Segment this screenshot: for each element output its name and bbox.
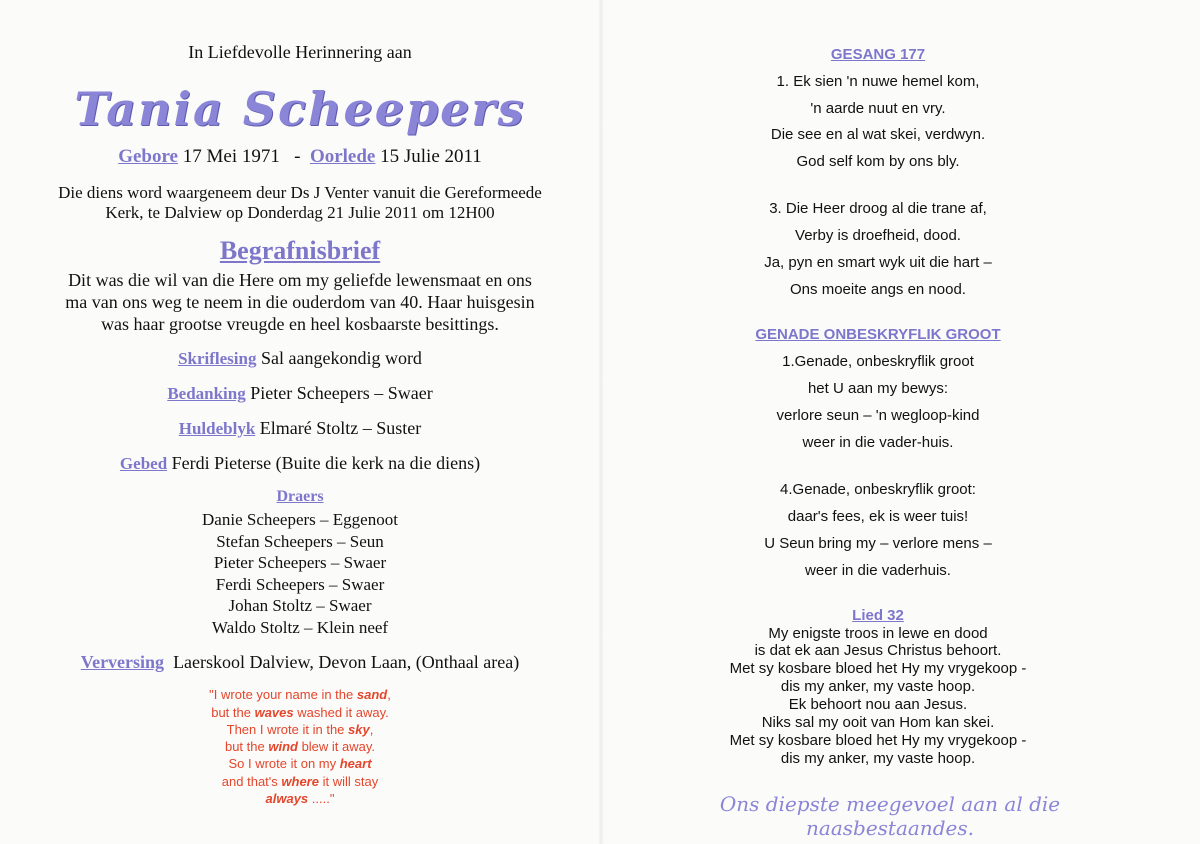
poem-line: So I wrote it on my heart xyxy=(228,756,372,771)
hymn-line: God self kom by ons bly. xyxy=(796,153,960,170)
hymn-line: het U aan my bewys: xyxy=(807,380,949,397)
right-page xyxy=(600,0,1200,844)
song-line: Ek behoort nou aan Jesus. xyxy=(788,696,968,713)
song-title: Lied 32 xyxy=(852,607,904,624)
body-line: was haar grootse vreugde en heel kosbaarste besittings. xyxy=(101,314,499,334)
born-date: 17 Mei 1971 xyxy=(182,146,280,167)
program-text: Ferdi Pieterse (Buite die kerk na die diens) xyxy=(171,453,481,473)
hymn-line: verlore seun – 'n wegloop-kind xyxy=(776,407,980,424)
program-item-thanks xyxy=(0,383,600,404)
hymn-line: 1. Ek sien 'n nuwe hemel kom, xyxy=(776,73,980,90)
dates-dash: - xyxy=(294,146,301,167)
refreshment-label: Verversing xyxy=(80,652,165,672)
program-label: Gebed xyxy=(119,454,168,473)
hymn-line: Die see en al wat skei, verdwyn. xyxy=(770,126,986,143)
hymn-line: Ons moeite angs en nood. xyxy=(790,281,966,298)
born-label: Gebore xyxy=(118,146,178,167)
song-line: Met sy kosbare bloed het Hy my vrygekoop - xyxy=(729,660,1027,677)
died-date: 15 Julie 2011 xyxy=(380,146,482,167)
poem-line: Then I wrote it in the sky, xyxy=(226,722,374,737)
song-line: dis my anker, my vaste hoop. xyxy=(780,750,976,767)
bearers-heading: Draers xyxy=(276,488,324,505)
hymn-line: weer in die vader-huis. xyxy=(802,434,954,451)
song-line: Niks sal my ooit van Hom kan skei. xyxy=(761,714,995,731)
body-line: Dit was die wil van die Here om my geliefde lewensmaat en ons xyxy=(68,270,532,290)
bearer-item: Waldo Stoltz – Klein neef xyxy=(211,618,389,637)
hymn-line: 3. Die Heer droog al die trane af, xyxy=(769,200,987,217)
poem-line: always ....." xyxy=(265,791,335,806)
refreshment-line xyxy=(0,652,600,673)
song-line: is dat ek aan Jesus Christus behoort. xyxy=(754,642,1002,659)
hymn-line: weer in die vaderhuis. xyxy=(805,562,951,579)
song-line: My enigste troos in lewe en dood xyxy=(768,625,988,642)
program-item-scripture xyxy=(0,348,600,369)
program-item-prayer xyxy=(0,453,600,474)
program-text: Pieter Scheepers – Swaer xyxy=(250,383,433,403)
program-item-tribute xyxy=(0,418,600,439)
letter-heading: Begrafnisbrief xyxy=(219,236,381,265)
hymn-line: Verby is droefheid, dood. xyxy=(795,227,961,244)
program-label: Skriflesing xyxy=(178,349,257,368)
poem-line: and that's where it will stay xyxy=(221,774,379,789)
program-text: Sal aangekondig word xyxy=(260,348,422,368)
poem-line: but the wind blew it away. xyxy=(224,739,376,754)
hymn-line: 4.Genade, onbeskryflik groot: xyxy=(780,481,976,498)
hymn-line: 'n aarde nuut en vry. xyxy=(810,100,946,117)
bearer-item: Ferdi Scheepers – Swaer xyxy=(215,575,385,594)
song-line: Met sy kosbare bloed het Hy my vrygekoop - xyxy=(729,732,1027,749)
deceased-name: Tania Scheepers xyxy=(74,82,526,136)
condolence-text: Ons diepste meegevoel aan al die naasbestaandes. xyxy=(719,792,1061,840)
bearer-item: Stefan Scheepers – Seun xyxy=(216,532,384,551)
song-line: dis my anker, my vaste hoop. xyxy=(780,678,976,695)
program-label: Bedanking xyxy=(167,384,246,403)
hymn-2-title: GENADE ONBESKRYFLIK GROOT xyxy=(755,326,1001,343)
service-line-1: Die diens word waargeneem deur Ds J Venter vanuit die Gereformeede xyxy=(58,183,542,202)
hymn-line: Ja, pyn en smart wyk uit die hart – xyxy=(764,254,992,271)
hymn-line: U Seun bring my – verlore mens – xyxy=(764,535,992,552)
program-label: Huldeblyk xyxy=(178,419,256,438)
intro-text: In Liefdevolle Herinnering aan xyxy=(188,42,412,62)
poem-line: but the waves washed it away. xyxy=(211,705,389,720)
hymn-line: daar's fees, ek is weer tuis! xyxy=(787,508,969,525)
bearer-item: Johan Stoltz – Swaer xyxy=(228,596,372,615)
poem-line: "I wrote your name in the sand, xyxy=(209,687,391,702)
body-line: ma van ons weg te neem in die ouderdom van 40. Haar huisgesin xyxy=(65,292,535,312)
hymn-1-title: GESANG 177 xyxy=(830,46,926,63)
hymn-line: 1.Genade, onbeskryflik groot xyxy=(782,353,974,370)
program-text: Elmaré Stoltz – Suster xyxy=(259,418,422,438)
bearer-item: Danie Scheepers – Eggenoot xyxy=(202,510,398,529)
bearer-item: Pieter Scheepers – Swaer xyxy=(213,553,387,572)
service-line-2: Kerk, te Dalview op Donderdag 21 Julie 2011 om 12H00 xyxy=(105,203,495,222)
refreshment-text: Laerskool Dalview, Devon Laan, (Onthaal area) xyxy=(173,652,520,672)
died-label: Oorlede xyxy=(309,146,376,167)
dates-line xyxy=(0,146,600,168)
